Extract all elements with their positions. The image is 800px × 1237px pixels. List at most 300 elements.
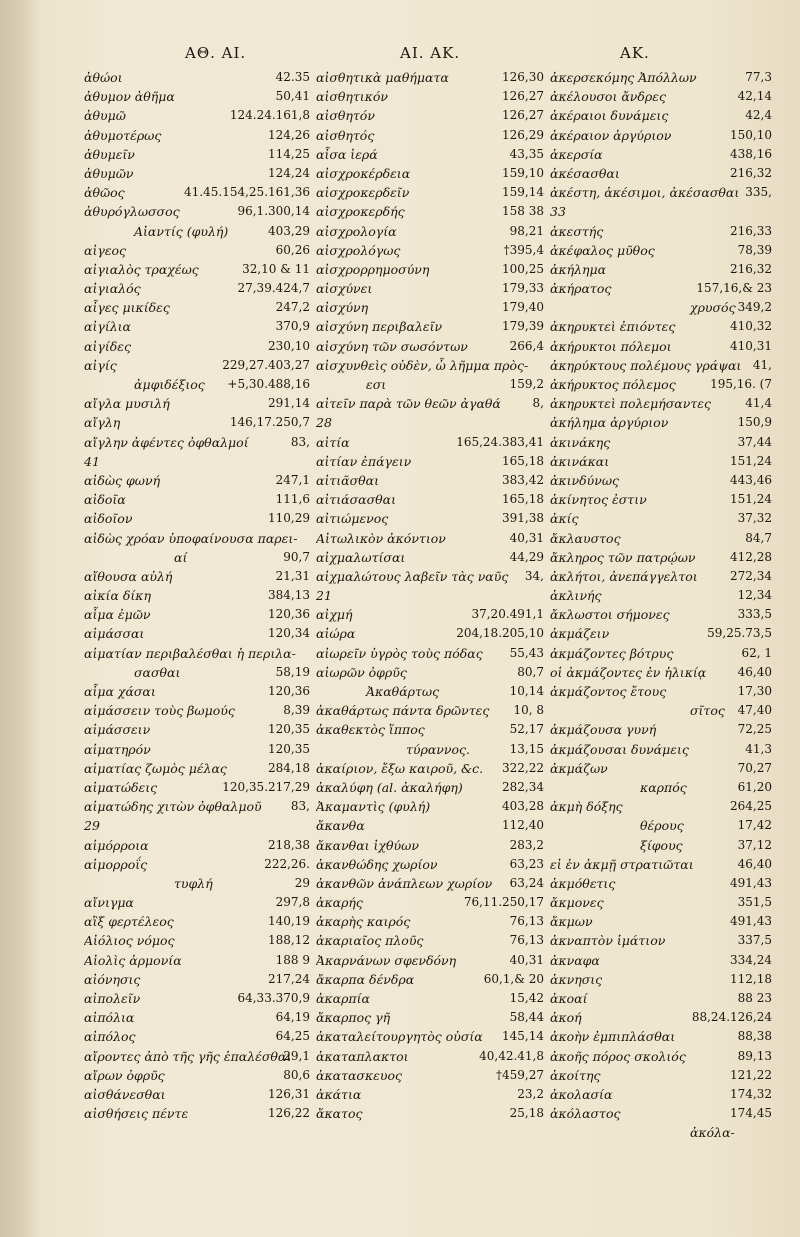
entry-term: αἲξ φερτέλεος [84,914,174,930]
entry-term: αἱμόρροια [84,837,149,853]
entry-reference: 349,2 [737,300,772,315]
entry-term: Ἀκαμαντὶς (φυλή) [316,799,431,815]
entry-reference: 146,17.250,7 [229,415,310,430]
entry-reference: 76,11.250,17 [463,895,544,910]
entry-reference: 230,10 [268,338,310,353]
entry-reference: 8,39 [283,703,310,718]
index-entry [84,874,310,893]
entry-term: αἰγίς [84,357,117,373]
entry-term: ἀκαλύφη (al. ἀκαλήφη) [316,779,463,795]
entry-term: αἰσχροκερδής [316,204,405,220]
index-entry [316,855,544,874]
index-entry [84,893,310,912]
entry-reference: 88,24.126,24 [691,1010,772,1025]
index-entry [316,759,544,778]
index-entry [84,1027,310,1046]
index-entry [84,912,310,931]
entry-reference: 41.45.154,25.161,36 [184,185,310,200]
entry-reference: 351,5 [737,895,772,910]
index-entry [84,1066,310,1085]
entry-term: ἀκμάζουσα γυνή [550,722,657,738]
index-entry [84,1047,310,1066]
entry-term: ἀκαρπία [316,991,370,1006]
index-entry [84,931,310,950]
entry-term: ἀκολασία [550,1086,613,1102]
entry-reference: 384,13 [268,588,310,603]
entry-term: αἰσθητός [316,127,375,143]
entry-reference: 334,24 [730,952,772,967]
entry-reference: 282,34 [502,779,544,794]
entry-reference: 78,39 [737,242,772,257]
index-entry [550,778,772,797]
index-entry [84,797,310,816]
entry-reference: 412,28 [730,549,772,564]
entry-reference: 62, 1 [741,645,772,660]
entry-term: αἱματώδης χιτὼν ὀφθαλμοῦ [84,799,262,815]
index-entry [84,644,310,663]
index-entry [84,701,310,720]
entry-term: ἀκμάζων [550,760,608,776]
entry-term: Αἰαντίς (φυλή) [134,223,229,239]
entry-term: αἰδοῖα [84,492,126,508]
entry-term: ἄκανθαι ἰχθύων [316,837,419,853]
index-entry [550,452,772,471]
index-entry [84,605,310,624]
entry-term: αἰσθητικὰ μαθήματα [316,70,449,85]
entry-reference: 491,43 [730,875,772,890]
entry-term: αἰσθήσεις πέντε [84,1106,189,1122]
index-entry [550,836,772,855]
entry-reference: 13,15 [509,741,544,756]
entry-reference: 179,39 [502,319,544,334]
entry-reference: †459,27 [496,1067,544,1082]
index-entry [316,471,544,490]
entry-term: 21 [316,588,332,604]
entry-term: ἀκμάζοντες βότρυς [550,645,674,661]
index-entry [316,644,544,663]
entry-reference: 126,27 [502,108,544,123]
entry-reference: 120,35 [268,722,310,737]
entry-term: ἀκέσασθαι [550,165,620,181]
entry-term: αἰχμαλωτίσαι [316,549,406,565]
index-entry [550,298,772,317]
entry-term: οἱ ἀκμάζοντες ἐν ἡλικίᾳ [550,664,707,680]
entry-reference: 283,2 [509,837,544,852]
entry-reference: 37,12 [737,837,772,852]
index-entry [84,529,310,548]
entry-term: αἰδὼς χρόαν ὑποφαίνουσα παρει- [84,530,298,546]
index-entry [84,298,310,317]
entry-term: τύραννος. [406,741,471,757]
entry-reference: 89,13 [737,1048,772,1063]
entry-reference: 63,24 [509,875,544,890]
entry-reference: 58,19 [275,664,310,679]
entry-term: ἀκόλαστος [550,1106,621,1122]
entry-reference: 52,17 [509,722,544,737]
entry-term: ἀκήλημα [550,261,607,277]
entry-reference: 333,5 [737,607,772,622]
entry-reference: 174,32 [730,1086,772,1101]
index-entry [316,567,544,586]
entry-term: αἰπόλος [84,1029,136,1045]
entry-reference: 21,31 [275,568,310,583]
entry-reference: 34, [524,568,544,583]
entry-reference: 55,43 [509,645,544,660]
index-entry [550,720,772,739]
entry-term: αἰσθητόν [316,108,375,124]
entry-term: ἀκάτια [316,1086,362,1102]
entry-term: αἰτίαν ἐπάγειν [316,453,412,469]
index-column-3 [550,68,772,1143]
entry-term: ἀκαίριον, ἔξω καιροῦ, &c. [316,760,484,776]
entry-reference: 126,30 [502,70,544,84]
entry-reference: 76,13 [509,933,544,948]
entry-reference: 59,25.73,5 [707,626,772,641]
entry-term: αἱματηρόν [84,741,151,757]
entry-reference: 410,32 [730,319,772,334]
index-entry [550,989,772,1008]
index-entry [316,106,544,125]
index-entry [550,1085,772,1104]
index-entry [84,145,310,164]
index-entry [316,663,544,682]
index-entry [84,202,310,221]
index-entry [316,720,544,739]
index-entry [84,183,310,202]
entry-reference: 120,34 [268,626,310,641]
index-entry [316,279,544,298]
entry-term: ἀκηρυκτεὶ ἐπιόντες [550,319,676,335]
index-entry [550,1123,772,1142]
entry-term: αἰτιώμενος [316,511,389,527]
entry-term: ἄκμων [550,914,593,930]
entry-term: αἴνιγμα [84,895,134,911]
entry-reference: 76,13 [509,914,544,929]
entry-reference: 218,38 [268,837,310,852]
entry-reference: 216,32 [730,261,772,276]
entry-term: ἀκαταλείτουργητὸς οὐσία [316,1029,483,1045]
entry-reference: 25,18 [509,1106,544,1121]
index-entry [84,624,310,643]
entry-term: αἰσχύνει [316,281,373,297]
entry-term: αἰδοῖον [84,511,133,527]
index-entry [84,87,310,106]
entry-term: ἀκλινής [550,588,602,604]
entry-reference: 72,25 [737,722,772,737]
entry-term: αἰόνησις [84,971,141,987]
entry-term: αἱμάσσειν [84,722,151,738]
entry-term: ἀκανθῶν ἀνάπλεων χωρίον [316,875,493,891]
entry-term: 28 [316,415,332,431]
entry-reference: 370,9 [275,319,310,334]
entry-term: ἀκοή [550,1010,582,1026]
entry-term: ἀθυμῶ [84,108,126,124]
entry-reference: 37,44 [737,434,772,449]
entry-reference: +5,30.488,16 [227,377,310,391]
entry-reference: 150,10 [730,127,772,142]
entry-reference: 37,32 [737,511,772,526]
entry-term: αἰγίλια [84,319,131,335]
entry-term: 41 [84,453,100,469]
entry-reference: 335, [745,185,772,200]
entry-reference: 112,18 [730,971,772,986]
entry-reference: 126,31 [268,1086,310,1101]
entry-term: ἀκηρύκτους πολέμους γράψαι [550,357,742,373]
index-entry [316,68,544,87]
index-entry [550,816,772,835]
index-entry [84,452,310,471]
running-header-left: ΑΘ. ΑΙ. [185,44,247,62]
entry-term: αἰχμή [316,607,353,623]
entry-reference: 60,1,& 20 [483,971,544,986]
entry-term: ἀθυμον ἀθῆμα [84,89,175,105]
index-entry [550,241,772,260]
index-entry [316,356,544,375]
index-entry [84,567,310,586]
entry-reference: 272,34 [730,568,772,583]
index-entry [316,298,544,317]
entry-reference: 403,28 [502,799,544,814]
entry-term: ἀκοῆς πόρος σκολιός [550,1048,686,1064]
entry-term: αἰγεος [84,242,127,258]
index-entry [316,1066,544,1085]
entry-reference: 84,7 [745,530,772,545]
entry-reference: 247,1 [275,472,310,487]
entry-reference: 165,18 [502,453,544,468]
entry-reference: 50,41 [275,89,310,104]
index-entry [550,260,772,279]
entry-term: αἰπολεῖν [84,991,141,1006]
entry-reference: 12,34 [737,588,772,603]
entry-term: ἄκαρπα δένδρα [316,971,415,987]
index-entry [84,375,310,394]
index-entry [84,836,310,855]
entry-term: ἄκανθα [316,818,365,834]
index-entry [550,893,772,912]
entry-reference: 179,33 [502,281,544,296]
entry-term: ἀκαριαῖος πλοῦς [316,933,424,949]
entry-reference: 403,29 [268,223,310,238]
entry-term: ἀκερσεκόμης Ἀπόλλων [550,70,697,85]
index-entry [316,433,544,452]
entry-term: ἀκέστη, ἀκέσιμοι, ἀκέσασθαι [550,185,740,201]
entry-reference: 83, [290,799,310,814]
entry-term: Αἰόλιος νόμος [84,933,175,949]
entry-term: αἰσχρολόγως [316,242,401,258]
entry-term: ἀθῶος [84,185,125,201]
entry-term: 33 [550,204,566,220]
entry-term: αἰσχύνη [316,300,369,316]
index-entry [550,279,772,298]
entry-reference: 222,26. [264,856,310,871]
index-entry [316,740,544,759]
entry-reference: 40,42.41,8 [479,1048,544,1063]
entry-term: Αἰολὶς ἁρμονία [84,952,182,968]
entry-term: αἷμα ἐμῶν [84,607,151,623]
entry-term: ἄκμονες [550,895,604,911]
entry-term: αἱμάσσαι [84,626,145,642]
entry-reference: 47,40 [737,703,772,718]
entry-term: ἀκέλουσοι ἄνδρες [550,89,666,105]
entry-reference: 124.24.161,8 [229,108,310,123]
entry-reference: 151,24 [730,492,772,507]
index-entry [550,529,772,548]
entry-reference: 165,24.383,41 [456,434,544,449]
entry-term: ἀκεστής [550,223,604,239]
entry-term: Ἀκαθάρτως [366,684,440,699]
entry-reference: 159,2 [509,377,544,391]
entry-term: εσι [366,377,387,392]
index-entry [550,222,772,241]
entry-term: αἱμάσσειν τοὺς βωμούς [84,703,235,719]
entry-reference: 229,27.403,27 [222,357,310,372]
entry-term: αἶγες μικίδες [84,300,170,316]
index-entry [84,337,310,356]
entry-reference: 111,6 [275,492,310,507]
entry-reference: 157,16,& 23 [696,281,772,296]
entry-term: ἀκναπτὸν ἱμάτιον [550,933,666,949]
entry-reference: 100,25 [502,261,544,276]
entry-term: ἀκναφα [550,952,600,968]
index-entry [84,413,310,432]
entry-reference: 150,9 [737,415,772,430]
entry-reference: 60,26 [275,242,310,257]
entry-reference: †395,4 [503,242,544,257]
entry-reference: 44,29 [509,549,544,564]
index-entry [84,1085,310,1104]
index-entry [550,183,772,202]
index-entry [84,682,310,701]
entry-term: Ἀκαρνάνων σφενδόνη [316,952,457,968]
entry-reference: 159,10 [502,165,544,180]
entry-term: τυφλή [174,875,213,891]
index-entry [84,356,310,375]
entry-term: ἄκλαυστος [550,530,621,546]
entry-term: ἀκαταπλακτοι [316,1048,409,1064]
entry-term: αἰγιαλὸς τραχέως [84,261,199,277]
index-entry [550,874,772,893]
entry-term: ἀκοίτης [550,1067,601,1083]
entry-term: αἰωρῶν ὀφρῦς [316,664,407,680]
entry-reference: 112,40 [502,818,544,833]
index-entry [84,740,310,759]
entry-reference: 88,38 [737,1029,772,1044]
entry-reference: 124,26 [268,127,310,142]
index-entry [84,509,310,528]
index-entry [550,394,772,413]
index-entry [550,624,772,643]
entry-term: αἰσχρορρημοσύνη [316,261,430,277]
index-entry [550,701,772,720]
entry-reference: 120,35.217,29 [222,779,310,794]
entry-term: αἱματώδεις [84,779,158,795]
index-entry [316,317,544,336]
entry-reference: 32,10 & 11 [242,261,310,276]
entry-term: ξίφους [640,837,683,853]
index-entry [84,433,310,452]
entry-reference: 17,42 [737,818,772,833]
index-entry [84,317,310,336]
index-entry [550,663,772,682]
entry-term: ἀθώοι [84,70,123,85]
entry-term: ἄκλωστοι σήμονες [550,607,670,623]
index-entry [316,1027,544,1046]
index-entry [316,509,544,528]
index-entry [84,970,310,989]
index-entry [550,337,772,356]
entry-reference: 124,24 [268,165,310,180]
entry-term: ἀθυρόγλωσσος [84,204,180,220]
entry-reference: 77,3 [745,70,772,84]
entry-reference: 64,19 [275,1010,310,1025]
index-entry [84,490,310,509]
entry-reference: 264,25 [730,799,772,814]
entry-term: ἀκοὴν ἐμπιπλάσθαι [550,1029,676,1045]
entry-reference: 121,22 [730,1067,772,1082]
entry-term: αἰγιαλός [84,281,141,297]
entry-term: αἴγλην ἀφέντες ὀφθαλμοί [84,434,249,450]
entry-term: αἰώρα [316,626,356,642]
index-entry [550,682,772,701]
entry-reference: 217,24 [268,971,310,986]
index-entry [550,1047,772,1066]
entry-term: αἴρων ὀφρῦς [84,1067,165,1083]
entry-term: ἀκμόθετις [550,875,616,891]
index-entry [550,1066,772,1085]
entry-term: αἰσχυνθεὶς οὐδὲν, ὦ λῆμμα πρὸς- [316,357,529,373]
entry-term: ἀκνησις [550,971,603,987]
entry-reference: 17,30 [737,684,772,698]
index-entry [316,893,544,912]
index-entry [550,433,772,452]
entry-term: ἄκληρος τῶν πατρῴων [550,549,696,565]
entry-term: ἀθυμοτέρως [84,127,162,143]
entry-reference: 291,14 [268,396,310,411]
index-entry [550,855,772,874]
entry-term: ἀκμάζοντος ἔτους [550,684,667,699]
index-entry [550,356,772,375]
index-entry [550,164,772,183]
entry-term: αἴγλα μυσιλή [84,396,170,412]
entry-term: ἀκαρὴς καιρός [316,914,411,930]
index-entry [550,68,772,87]
entry-term: Αἰτωλικὸν ἀκόντιον [316,530,446,546]
entry-term: ἀκμάζουσαι δυνάμεις [550,741,689,757]
entry-term: ἀκηρυκτεὶ πολεμήσαντες [550,396,711,412]
entry-reference: 41,4 [745,396,772,411]
index-entry [316,1008,544,1027]
entry-reference: 266,4 [509,338,544,353]
index-entry [84,1104,310,1123]
entry-reference: 37,20.491,1 [471,607,544,622]
entry-term: σασθαι [134,664,181,680]
index-entry [84,394,310,413]
index-entry [550,413,772,432]
entry-term: αἴθουσα αὐλή [84,568,173,584]
index-entry [84,663,310,682]
index-entry [316,989,544,1008]
entry-reference: 90,7 [283,549,310,564]
index-entry [550,586,772,605]
entry-reference: 29 [294,875,310,890]
index-entry [316,548,544,567]
index-entry [550,951,772,970]
entry-reference: 410,31 [730,338,772,353]
entry-term: 29 [84,818,100,834]
index-entry [316,931,544,950]
entry-reference: 70,27 [737,760,772,775]
entry-reference: 110,29 [268,511,310,526]
